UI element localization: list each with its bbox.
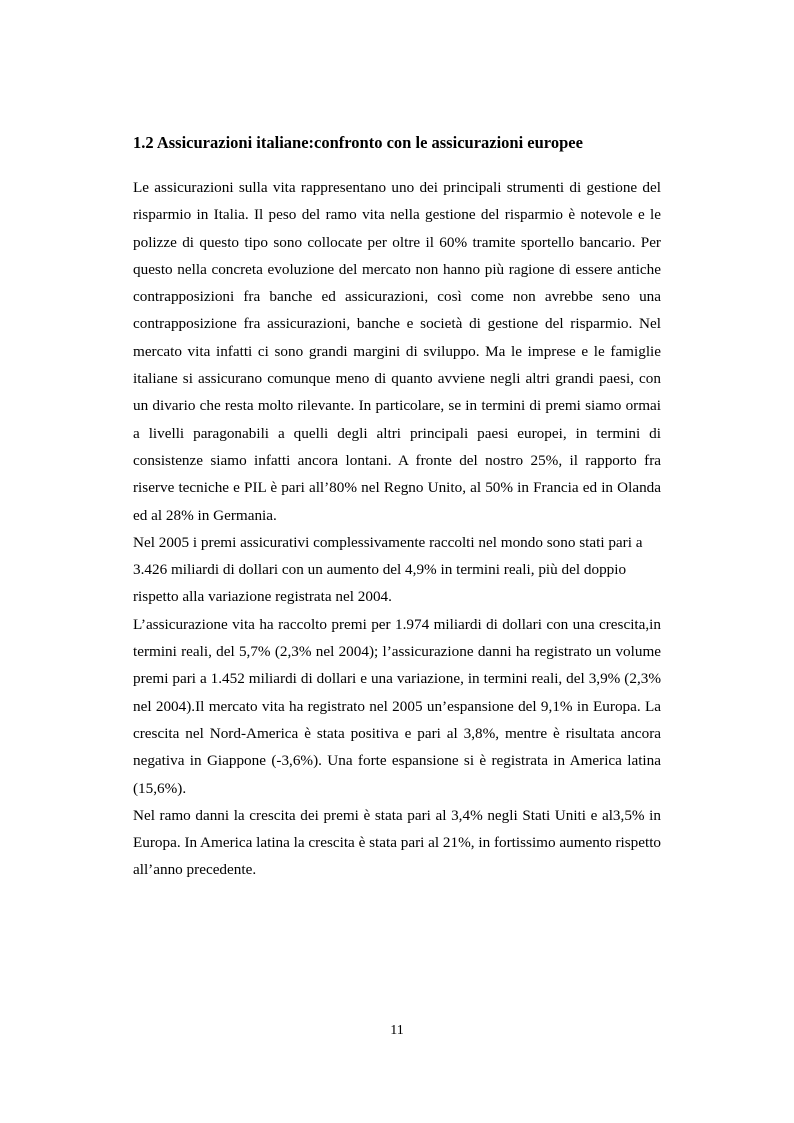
paragraph-life-insurance-italy: Le assicurazioni sulla vita rappresentano uno dei principali strumenti di gestione del risparmio in Italia. Il peso del ramo vita nella gestione del risparmio è notevole e le polizze di questo tipo sono collocate per oltre il 60% tramite sportello bancario. Per questo nella concreta evoluzione del mercato non hanno più ragione di essere antiche contrapposizioni fra banche ed assicurazioni, così come non avrebbe seno una contrapposizione fra assicurazioni, banche e società di gestione del risparmio. Nel mercato vita infatti ci sono grandi margini di sviluppo. Ma le imprese e le famiglie italiane si assicurano comunque meno di quanto avviene negli altri grandi paesi, con un divario che resta molto rilevante. In particolare, se in termini di premi siamo ormai a livelli paragonabili a quelli degli altri principali paesi europei, in termini di consistenze siamo infatti ancora lontani. A fronte del nostro 25%, il rapporto fra riserve tecniche e PIL è pari all’80% nel Regno Unito, al 50% in Francia ed in Olanda ed al 28% in Germania. xyxy=(133,179,661,524)
paragraph-world-premiums-2005: Nel 2005 i premi assicurativi complessivamente raccolti nel mondo sono stati pari a 3.426 miliardi di dollari con un aumento del 4,9% in termini reali, più del doppio rispetto alla variazione registrata nel 2004. xyxy=(133,533,643,606)
section-heading: 1.2 Assicurazioni italiane:confronto con le assicurazioni europee xyxy=(133,133,583,152)
page-number: 11 xyxy=(390,1023,404,1038)
paragraph-nonlife-growth-regions: Nel ramo danni la crescita dei premi è stata pari al 3,4% negli Stati Uniti e al3,5% in Europa. In America latina la crescita è stata pari al 21%, in fortissimo aumento rispetto all’anno precedente. xyxy=(133,806,662,879)
paragraph-life-and-nonlife-growth: L’assicurazione vita ha raccolto premi per 1.974 miliardi di dollari con una crescita,in termini reali, del 5,7% (2,3% nel 2004); l’assicurazione danni ha registrato un volume premi pari a 1.452 miliardi di dollari e una variazione, in termini reali, del 3,9% (2,3% nel 2004).Il mercato vita ha registrato nel 2005 un’espansione del 9,1% in Europa. La crescita nel Nord-America è stata positiva e pari al 3,8%, mentre è risultata ancora negativa in Giappone (-3,6%). Una forte espansione si è registrata in America latina (15,6%). xyxy=(133,615,661,797)
body-text xyxy=(133,174,661,884)
